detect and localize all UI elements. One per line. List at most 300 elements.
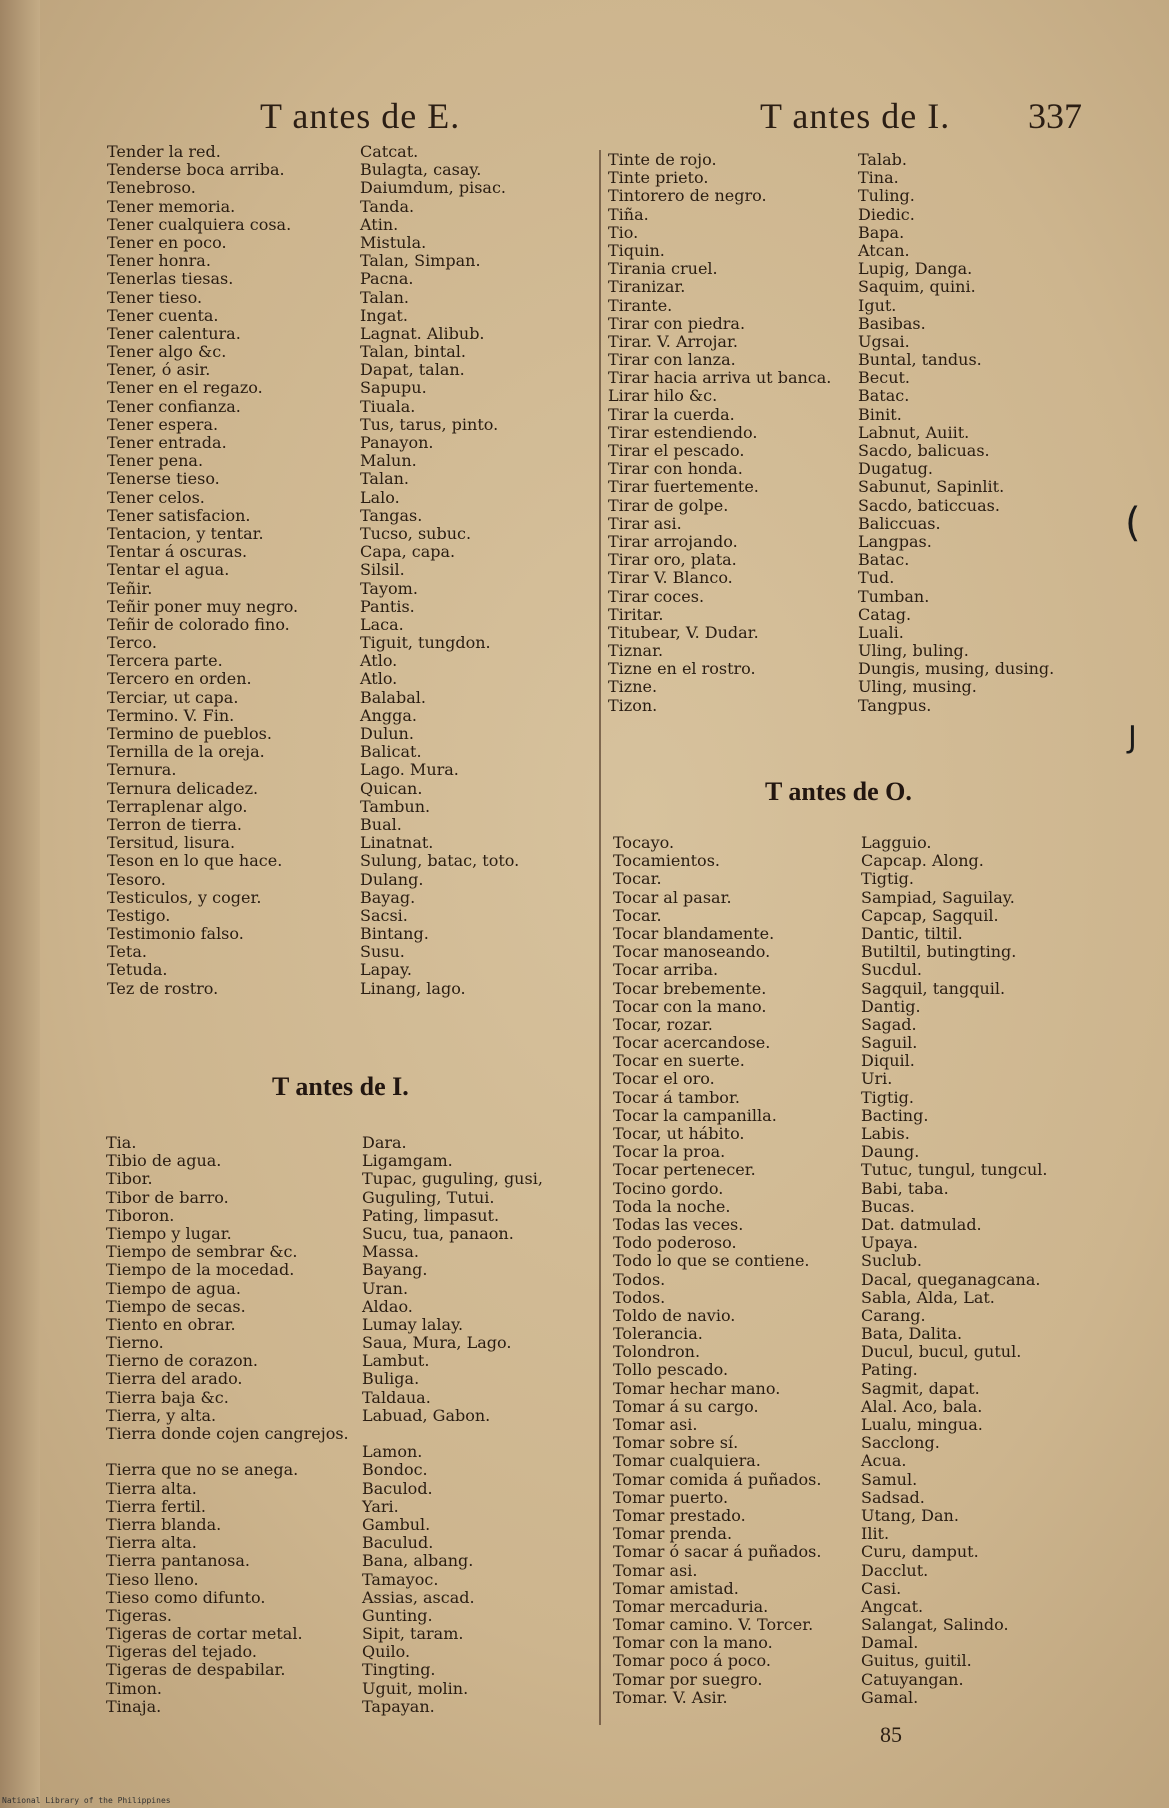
translation: Dulang. (360, 869, 424, 889)
translation: Malun. (360, 451, 417, 471)
spanish-term: Tocar brebemente. (613, 979, 767, 998)
spanish-term: Tierra donde cojen cangrejos. (106, 1425, 349, 1443)
spanish-term: Tirar fuertemente. (608, 478, 759, 497)
spanish-term: Tomar hechar mano. (613, 1379, 781, 1398)
translation: Gunting. (362, 1605, 433, 1625)
spanish-term: Teta. (107, 943, 147, 962)
spanish-term: Tocar, ut hábito. (613, 1125, 745, 1143)
translation: Tupac, guguling, gusi, (362, 1169, 543, 1189)
spanish-term: Tener cualquiera cosa. (107, 215, 292, 234)
translation: Capa, capa. (360, 542, 456, 562)
translation: Sucdul. (861, 960, 922, 980)
dictionary-entry (613, 1634, 1047, 1652)
translation: Laca. (360, 614, 404, 634)
spanish-term: Tirar arrojando. (608, 532, 738, 551)
spanish-term: Tercero en orden. (107, 670, 252, 689)
translation: Atin. (360, 214, 399, 234)
translation: Bintang. (360, 924, 429, 944)
spanish-term: Tirar estendiendo. (608, 423, 758, 442)
spanish-term: Tiempo de agua. (106, 1279, 241, 1298)
dictionary-entry (613, 1325, 1047, 1343)
translation: Quican. (360, 778, 423, 798)
spanish-term: Tocar arriba. (613, 961, 719, 980)
dictionary-entry (608, 460, 1054, 478)
spanish-term: Tomar prestado. (613, 1506, 746, 1525)
spanish-term: Tierra fertil. (106, 1497, 206, 1516)
dictionary-entry (613, 1598, 1047, 1616)
dictionary-entry (107, 652, 519, 670)
dictionary-entry (613, 834, 1047, 852)
spanish-term: Tener entrada. (107, 434, 227, 452)
section-title-t-antes-de-o: T antes de O. (765, 777, 912, 806)
translation: Labuad, Gabon. (362, 1405, 491, 1425)
dictionary-entry (106, 1370, 543, 1388)
dictionary-entry (613, 1543, 1047, 1561)
translation: Assias, ascad. (362, 1587, 475, 1607)
dictionary-entry (107, 161, 519, 179)
dictionary-entry (608, 169, 1054, 187)
translation: Tiuala. (360, 396, 416, 416)
spanish-term: Tocar. (613, 906, 662, 925)
translation: Angcat. (861, 1596, 924, 1616)
page-edge (0, 0, 40, 1808)
spanish-term: Tierra baja &c. (106, 1388, 229, 1407)
dictionary-entry (613, 925, 1047, 943)
dictionary-entry (608, 387, 1054, 405)
translation: Alal. Aco, bala. (861, 1396, 983, 1416)
dictionary-entry (107, 416, 519, 434)
translation: Tutuc, tungul, tungcul. (861, 1160, 1048, 1180)
dictionary-entry (106, 1316, 543, 1334)
header-left-title: T antes de E. (260, 96, 461, 136)
dictionary-entry (613, 1452, 1047, 1470)
dictionary-entry (613, 852, 1047, 870)
dictionary-entry (613, 1580, 1047, 1598)
header-right-title: T antes de I. (760, 96, 951, 136)
library-credit: National Library of the Philippines (2, 1796, 171, 1805)
spanish-term: Tirante. (608, 296, 673, 315)
dictionary-entry (613, 1689, 1047, 1707)
dictionary-entry (608, 478, 1054, 496)
spanish-term: Tener honra. (107, 252, 211, 271)
translation: Saguil. (861, 1033, 918, 1053)
margin-hook-mark: J (1128, 720, 1137, 755)
dictionary-entry (106, 1261, 543, 1279)
spanish-term: Tomar con la mano. (613, 1634, 773, 1653)
dictionary-entry (613, 1271, 1047, 1289)
spanish-term: Tenebroso. (107, 179, 196, 198)
dictionary-entry (107, 179, 519, 197)
translation: Tina. (858, 168, 899, 188)
spanish-term: Tio. (608, 223, 639, 242)
translation: Salangat, Salindo. (861, 1615, 1009, 1635)
translation: Uguit, molin. (362, 1678, 469, 1698)
translation: Bayag. (360, 887, 416, 907)
spanish-term: Tomar por suegro. (613, 1670, 763, 1689)
spanish-term: Tirar la cuerda. (608, 405, 735, 424)
translation: Tamayoc. (362, 1569, 439, 1589)
translation: Tucso, subuc. (360, 523, 472, 543)
translation: Bana, albang. (362, 1551, 474, 1571)
translation: Sagad. (861, 1014, 917, 1034)
translation: Talan. (360, 287, 410, 307)
dictionary-entry (608, 224, 1054, 242)
spanish-term: Terco. (107, 634, 157, 653)
spanish-term: Tentacion, y tentar. (107, 524, 264, 543)
dictionary-entry (106, 1170, 543, 1188)
spanish-term: Tirar con piedra. (608, 314, 746, 333)
spanish-term: Teñir. (107, 579, 153, 598)
spanish-term: Tiquin. (608, 241, 665, 260)
translation: Ligamgam. (362, 1151, 453, 1171)
dictionary-entry (107, 925, 519, 943)
dictionary-entry (608, 351, 1054, 369)
dictionary-entry (613, 1143, 1047, 1161)
translation: Catcat. (360, 142, 419, 161)
dictionary-entry (608, 588, 1054, 606)
translation: Tayom. (360, 578, 418, 598)
dictionary-entry (608, 551, 1054, 569)
dictionary-entry (107, 434, 519, 452)
spanish-term: Todas las veces. (613, 1215, 744, 1234)
dictionary-entry (608, 315, 1054, 333)
translation: Tambun. (360, 796, 431, 816)
dictionary-entry (107, 707, 519, 725)
translation: Dulun. (360, 724, 414, 743)
translation: Labis. (861, 1124, 910, 1143)
dictionary-entry (613, 1216, 1047, 1234)
dictionary-entry (608, 278, 1054, 296)
dictionary-entry (613, 1052, 1047, 1070)
translation: Talan. (360, 469, 410, 489)
translation: Dapat, talan. (360, 360, 465, 380)
dictionary-entry (608, 442, 1054, 460)
spanish-term: Tibio de agua. (106, 1152, 222, 1171)
translation: Linang, lago. (360, 978, 466, 998)
page-number: 337 (1028, 96, 1082, 136)
translation: Talab. (858, 150, 907, 169)
dictionary-entry (106, 1298, 543, 1316)
translation: Ugsai. (858, 331, 910, 351)
spanish-term: Tomar amistad. (613, 1579, 739, 1598)
translation: Bapa. (858, 222, 905, 242)
spanish-term: Tiempo de secas. (106, 1297, 246, 1316)
spanish-term: Tenerse tieso. (107, 470, 220, 489)
translation: Tangpus. (858, 695, 932, 715)
spanish-term: Tigeras. (106, 1606, 172, 1625)
spanish-term: Tirar oro, plata. (608, 551, 737, 570)
spanish-term: Tesoro. (107, 870, 166, 889)
spanish-term: Tocar manoseando. (613, 943, 771, 962)
margin-bracket-mark: ( (1125, 500, 1141, 546)
dictionary-entry (608, 333, 1054, 351)
translation: Panayon. (360, 433, 434, 452)
spanish-term: Terciar, ut capa. (107, 688, 239, 707)
dictionary-entry (613, 1289, 1047, 1307)
spanish-term: Tiempo de sembrar &c. (106, 1243, 298, 1262)
translation: Sucu, tua, panaon. (362, 1223, 514, 1243)
spanish-term: Tirar V. Blanco. (608, 569, 733, 588)
spanish-term: Tirar con lanza. (608, 351, 736, 370)
translation: Capcap. Along. (861, 851, 984, 871)
dictionary-entry (608, 642, 1054, 660)
spanish-term: Tizon. (608, 696, 658, 715)
translation: Buliga. (362, 1369, 420, 1389)
spanish-term: Tomar prenda. (613, 1525, 733, 1544)
dictionary-entry (107, 561, 519, 579)
spanish-term: Tirar coces. (608, 587, 705, 606)
translation: Lumay lalay. (362, 1314, 464, 1334)
dictionary-entry (107, 889, 519, 907)
dictionary-entry (608, 515, 1054, 533)
spanish-term: Tiña. (608, 205, 649, 224)
spanish-term: Tomar. V. Asir. (613, 1688, 728, 1707)
translation: Binit. (858, 404, 902, 424)
column-divider (599, 150, 601, 1725)
translation: Sacclong. (861, 1433, 940, 1453)
dictionary-entry (608, 697, 1054, 715)
translation: Quilo. (362, 1642, 411, 1662)
spanish-term: Tomar cualquiera. (613, 1452, 761, 1471)
translation: Sacdo, balicuas. (858, 441, 990, 460)
dictionary-entry (613, 1198, 1047, 1216)
translation: Lago. Mura. (360, 760, 459, 780)
dictionary-entry (107, 507, 519, 525)
dictionary-entry (107, 871, 519, 889)
translation: Utang, Dan. (861, 1505, 959, 1525)
dictionary-entry (613, 943, 1047, 961)
spanish-term: Toldo de navio. (613, 1306, 736, 1325)
translation: Dantic, tiltil. (861, 923, 963, 943)
dictionary-entry (107, 816, 519, 834)
translation: Lalo. (360, 487, 400, 507)
translation: Bacting. (861, 1105, 929, 1125)
spanish-term: Tigeras de cortar metal. (106, 1625, 303, 1644)
spanish-term: Tener confianza. (107, 397, 241, 416)
translation: Daiumdum, pisac. (360, 178, 507, 198)
dictionary-entry (106, 1643, 543, 1661)
spanish-term: Tomar camino. V. Torcer. (613, 1616, 814, 1635)
dictionary-entry (107, 379, 519, 397)
spanish-term: Tentar á oscuras. (107, 543, 248, 562)
translation: Sabunut, Sapinlit. (858, 477, 1005, 497)
translation: Lagguio. (861, 833, 932, 852)
dictionary-entry (608, 406, 1054, 424)
translation: Capcap, Sagquil. (861, 905, 999, 925)
translation: Baculud. (362, 1533, 434, 1553)
spanish-term: Tiento en obrar. (106, 1315, 236, 1334)
translation: Langpas. (858, 531, 932, 551)
translation: Basibas. (858, 313, 926, 333)
spanish-term: Todos. (613, 1288, 666, 1307)
spanish-term: Tirar el pescado. (608, 442, 745, 460)
translation: Guguling, Tutui. (362, 1187, 495, 1207)
dictionary-entry (608, 151, 1054, 169)
translation: Acua. (861, 1451, 907, 1471)
spanish-term: Tomar poco á poco. (613, 1652, 771, 1671)
dictionary-entry (608, 206, 1054, 224)
dictionary-entry (613, 1616, 1047, 1634)
translation: Diquil. (861, 1051, 915, 1071)
spanish-term: Tigeras de despabilar. (106, 1661, 286, 1680)
spanish-term: Ternura delicadez. (107, 779, 259, 798)
spanish-term: Tocar con la mano. (613, 997, 767, 1016)
spanish-term: Termino. V. Fin. (107, 706, 235, 725)
translation: Dantig. (861, 996, 921, 1016)
spanish-term: Tiempo y lugar. (106, 1224, 232, 1243)
spanish-term: Tener cuenta. (107, 306, 219, 325)
dictionary-entry (107, 689, 519, 707)
spanish-term: Tender la red. (107, 143, 221, 161)
spanish-term: Terron de tierra. (107, 815, 242, 834)
section-title-t-antes-de-i: T antes de I. (272, 1072, 409, 1101)
translation: Gamal. (861, 1687, 919, 1707)
dictionary-entry (613, 1434, 1047, 1452)
spanish-term: Tocar, rozar. (613, 1015, 713, 1034)
translation: Diedic. (858, 204, 915, 224)
dictionary-entry (613, 1307, 1047, 1325)
translation: Sabla, Alda, Lat. (861, 1287, 995, 1307)
dictionary-entry (608, 424, 1054, 442)
translation: Susu. (360, 942, 405, 962)
dictionary-entry (613, 1180, 1047, 1198)
translation: Silsil. (360, 560, 405, 580)
spanish-term: Tierno de corazon. (106, 1352, 258, 1371)
dictionary-entry (106, 1280, 543, 1298)
dictionary-entry (107, 252, 519, 270)
translation: Ilit. (861, 1524, 890, 1544)
spanish-term: Tiempo de la mocedad. (106, 1261, 295, 1280)
spanish-term: Tibor de barro. (106, 1188, 229, 1207)
dictionary-entry (106, 1607, 543, 1625)
translation: Guitus, guitil. (861, 1651, 972, 1671)
dictionary-entry (106, 1134, 543, 1152)
dictionary-entry (107, 307, 519, 325)
translation: Angga. (360, 705, 417, 725)
translation: Batac. (858, 550, 910, 570)
spanish-term: Tierra pantanosa. (106, 1552, 251, 1571)
dictionary-entry (608, 297, 1054, 315)
dictionary-entry (107, 580, 519, 598)
dictionary-entry (107, 907, 519, 925)
translation: Tuling. (858, 186, 915, 206)
dictionary-entry (107, 743, 519, 761)
dictionary-entry (107, 798, 519, 816)
dictionary-entry (613, 889, 1047, 907)
translation: Pacna. (360, 269, 414, 289)
translation: Sipit, taram. (362, 1624, 464, 1644)
translation: Gambul. (362, 1514, 431, 1534)
spanish-term: Tocar la proa. (613, 1143, 726, 1162)
translation: Talan, bintal. (360, 342, 466, 362)
dictionary-entry (608, 624, 1054, 642)
translation: Balabal. (360, 687, 426, 707)
translation: Bucas. (861, 1196, 915, 1216)
dictionary-entry (107, 198, 519, 216)
dictionary-entry (106, 1661, 543, 1679)
dictionary-entry (106, 1389, 543, 1407)
dictionary-entry (613, 980, 1047, 998)
dictionary-entry (106, 1225, 543, 1243)
dictionary-entry (106, 1552, 543, 1570)
spanish-term: Tomar comida á puñados. (613, 1470, 822, 1489)
dictionary-entry (107, 270, 519, 288)
translation: Upaya. (861, 1233, 918, 1253)
entries-column-3 (608, 151, 1054, 715)
translation: Igut. (858, 295, 897, 315)
spanish-term: Tomar asi. (613, 1561, 698, 1580)
dictionary-entry (107, 470, 519, 488)
dictionary-entry (613, 1652, 1047, 1670)
spanish-term: Teson en lo que hace. (107, 852, 283, 871)
translation: Dat. datmulad. (861, 1214, 982, 1234)
dictionary-entry (107, 289, 519, 307)
dictionary-entry (107, 325, 519, 343)
spanish-term: Lirar hilo &c. (608, 387, 718, 406)
translation: Carang. (861, 1305, 926, 1325)
dictionary-entry (107, 452, 519, 470)
dictionary-entry (106, 1498, 543, 1516)
spanish-term: Tenderse boca arriba. (107, 161, 285, 180)
dictionary-entry (613, 1562, 1047, 1580)
dictionary-entry (613, 1107, 1047, 1125)
translation: Samul. (861, 1469, 918, 1489)
dictionary-entry (613, 1525, 1047, 1543)
dictionary-entry (106, 1425, 543, 1461)
dictionary-entry (107, 943, 519, 961)
translation: Becut. (858, 368, 911, 388)
translation: Tanda. (360, 196, 415, 216)
dictionary-entry (107, 670, 519, 688)
translation: Bulagta, casay. (360, 160, 482, 180)
dictionary-entry (613, 1016, 1047, 1034)
dictionary-entry (608, 187, 1054, 205)
dictionary-entry (106, 1625, 543, 1643)
spanish-term: Tocamientos. (613, 852, 720, 871)
entries-column-4 (613, 834, 1047, 1707)
dictionary-entry (107, 780, 519, 798)
spanish-term: Tollo pescado. (613, 1361, 729, 1380)
dictionary-entry (107, 216, 519, 234)
translation: Tigtig. (861, 1087, 914, 1107)
translation: Atlo. (360, 669, 398, 689)
translation: Sagquil, tangquil. (861, 978, 1006, 998)
translation: Sadsad. (861, 1487, 925, 1507)
dictionary-entry (613, 1089, 1047, 1107)
spanish-term: Todo poderoso. (613, 1234, 737, 1253)
spanish-term: Testigo. (107, 906, 171, 925)
spanish-term: Testiculos, y coger. (107, 888, 262, 907)
dictionary-entry (106, 1189, 543, 1207)
dictionary-entry (106, 1152, 543, 1170)
spanish-term: Tigeras del tejado. (106, 1643, 257, 1662)
translation: Atcan. (858, 240, 910, 260)
spanish-term: Tierra, y alta. (106, 1406, 217, 1425)
dictionary-entry (608, 369, 1054, 387)
spanish-term: Tierra alta. (106, 1534, 197, 1553)
dictionary-entry (608, 242, 1054, 260)
translation: Ducul, bucul, gutul. (861, 1342, 1022, 1362)
spanish-term: Ternilla de la oreja. (107, 743, 265, 762)
translation: Tumban. (858, 586, 930, 606)
translation: Baculod. (362, 1478, 433, 1498)
translation: Sulung, batac, toto. (360, 851, 520, 871)
spanish-term: Tinte de rojo. (608, 151, 717, 169)
translation: Tingting. (362, 1660, 436, 1680)
spanish-term: Teñir poner muy negro. (107, 597, 299, 616)
dictionary-entry (613, 1125, 1047, 1143)
dictionary-entry (613, 1161, 1047, 1179)
